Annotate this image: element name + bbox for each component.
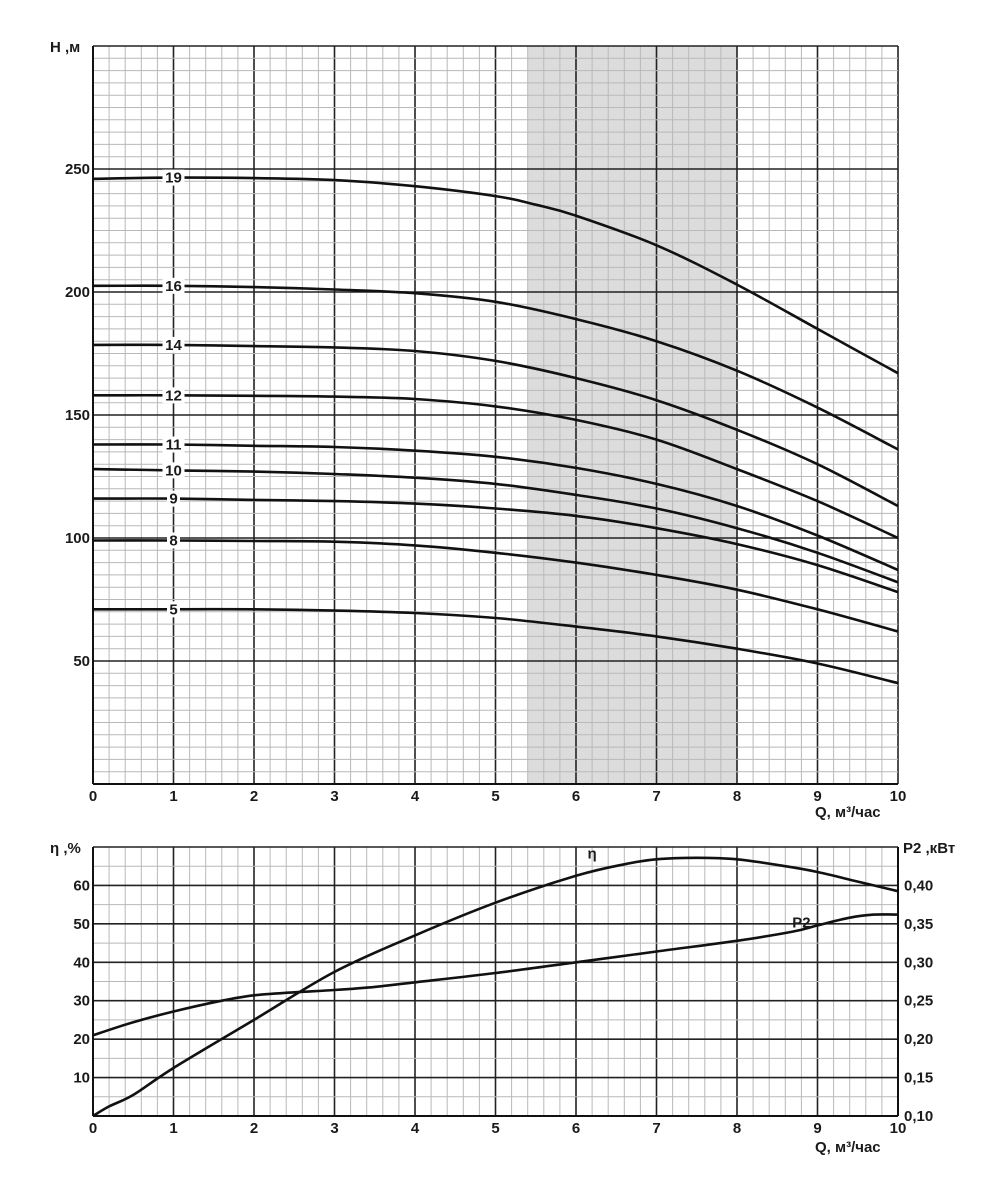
x-tick-label: 3 xyxy=(330,788,339,805)
head-chart-grid xyxy=(93,46,898,784)
y-tick-label: 50 xyxy=(73,653,90,670)
x-tick-label: 4 xyxy=(410,788,420,805)
right-y-tick-label: 0,35 xyxy=(904,915,934,933)
y-tick-label: 40 xyxy=(73,954,90,972)
y-tick-label: 10 xyxy=(73,1069,90,1087)
curve-label-11: 11 xyxy=(165,436,182,454)
curve-label-5: 5 xyxy=(169,601,178,619)
efficiency-curve-label: η xyxy=(587,845,597,863)
head-flow-chart xyxy=(50,39,906,821)
x-tick-label: 3 xyxy=(330,1120,339,1137)
x-tick-label: 4 xyxy=(410,1120,420,1137)
efficiency-power-chart xyxy=(50,840,955,1156)
right-y-tick-label: 0,30 xyxy=(904,954,934,972)
power-curve-label: P2 xyxy=(792,914,811,932)
y-tick-label: 200 xyxy=(64,284,90,301)
x-tick-label: 0 xyxy=(88,1120,98,1137)
x-tick-label: 0 xyxy=(88,788,98,805)
x-tick-label: 8 xyxy=(732,1120,742,1137)
right-y-tick-label: 0,10 xyxy=(904,1108,934,1125)
right-y-tick-label: 0,25 xyxy=(904,992,934,1010)
efficiency-axis-title: η ,% xyxy=(50,840,81,857)
y-tick-label: 30 xyxy=(73,992,90,1010)
head-chart-x-axis-title: Q, м³/час xyxy=(815,804,881,821)
right-y-tick-label: 0,15 xyxy=(904,1069,934,1087)
x-tick-label: 7 xyxy=(652,1120,661,1137)
power-axis-title: P2 ,кВт xyxy=(903,840,956,857)
x-tick-label: 9 xyxy=(813,788,822,805)
x-tick-label: 1 xyxy=(169,1120,178,1137)
x-tick-label: 7 xyxy=(652,788,661,805)
curve-label-8: 8 xyxy=(169,532,178,550)
y-tick-label: 100 xyxy=(64,530,90,547)
curve-label-12: 12 xyxy=(165,387,182,405)
x-tick-label: 2 xyxy=(249,788,259,805)
x-tick-label: 2 xyxy=(249,1120,259,1137)
x-tick-label: 8 xyxy=(732,788,742,805)
curve-label-9: 9 xyxy=(169,490,178,508)
x-tick-label: 6 xyxy=(571,1120,581,1137)
x-tick-label: 9 xyxy=(813,1120,822,1137)
curve-label-16: 16 xyxy=(165,277,182,295)
right-y-tick-label: 0,20 xyxy=(904,1031,934,1049)
right-y-tick-label: 0,40 xyxy=(904,877,934,895)
x-tick-label: 1 xyxy=(169,788,178,805)
y-tick-label: 150 xyxy=(64,407,90,424)
x-tick-label: 5 xyxy=(491,1120,500,1137)
x-tick-label: 5 xyxy=(491,788,500,805)
curve-label-10: 10 xyxy=(165,462,182,480)
x-tick-label: 10 xyxy=(889,788,907,805)
y-tick-label: 250 xyxy=(64,161,90,178)
y-tick-label: 50 xyxy=(73,915,90,933)
x-tick-label: 10 xyxy=(889,1120,907,1137)
x-tick-label: 6 xyxy=(571,788,581,805)
y-tick-label: 20 xyxy=(73,1031,90,1049)
curve-label-19: 19 xyxy=(165,169,182,187)
efficiency-chart-x-axis-title: Q, м³/час xyxy=(815,1139,881,1156)
head-axis-title: H ,м xyxy=(50,39,81,56)
curve-label-14: 14 xyxy=(165,336,182,354)
y-tick-label: 60 xyxy=(73,877,90,895)
